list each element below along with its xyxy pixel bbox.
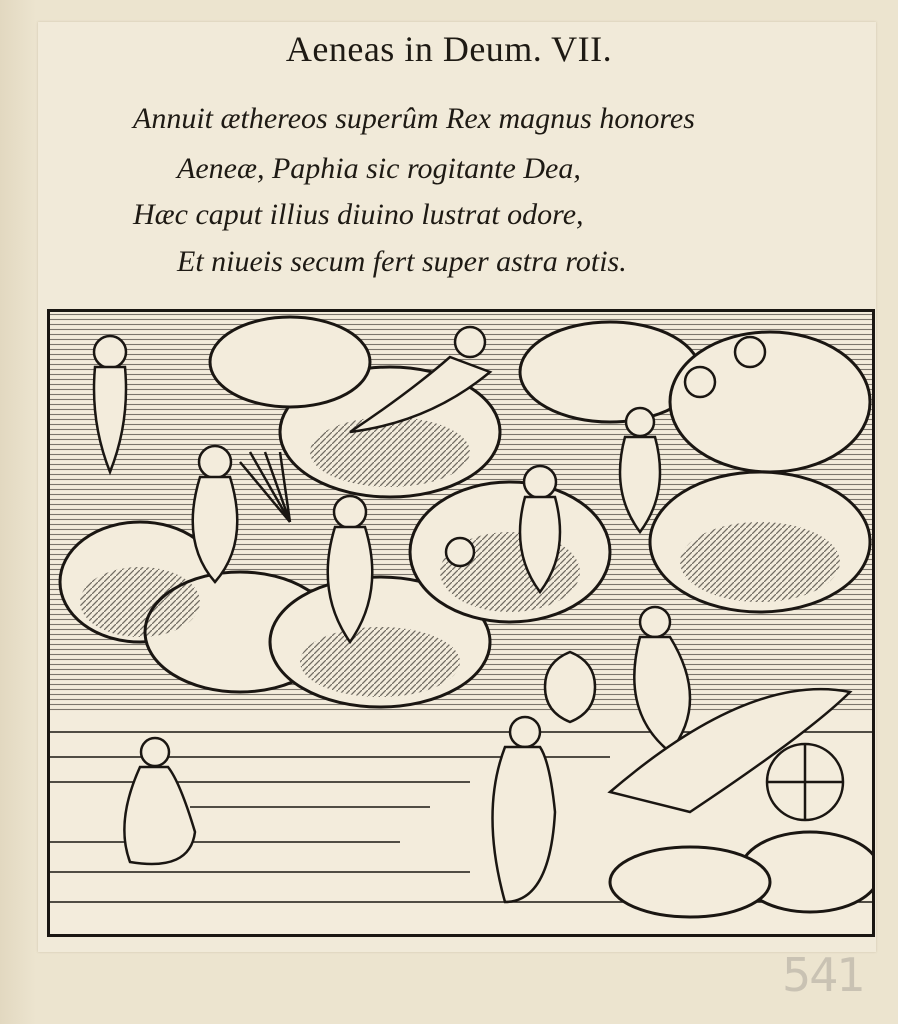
- page-edge: [0, 0, 36, 1024]
- verse-line-3: Hæc caput illius diuino lustrat odore,: [133, 198, 584, 231]
- verse-line-1: Annuit æthereos superûm Rex magnus honores: [133, 102, 695, 135]
- verse-line-2: Aeneæ, Paphia sic rogitante Dea,: [177, 152, 581, 185]
- woodcut-illustration: [47, 309, 875, 937]
- library-stamp: 541: [782, 948, 864, 1002]
- verse-line-4: Et niueis secum fert super astra rotis.: [177, 245, 627, 278]
- page-title: Aeneas in Deum. VII.: [285, 29, 613, 69]
